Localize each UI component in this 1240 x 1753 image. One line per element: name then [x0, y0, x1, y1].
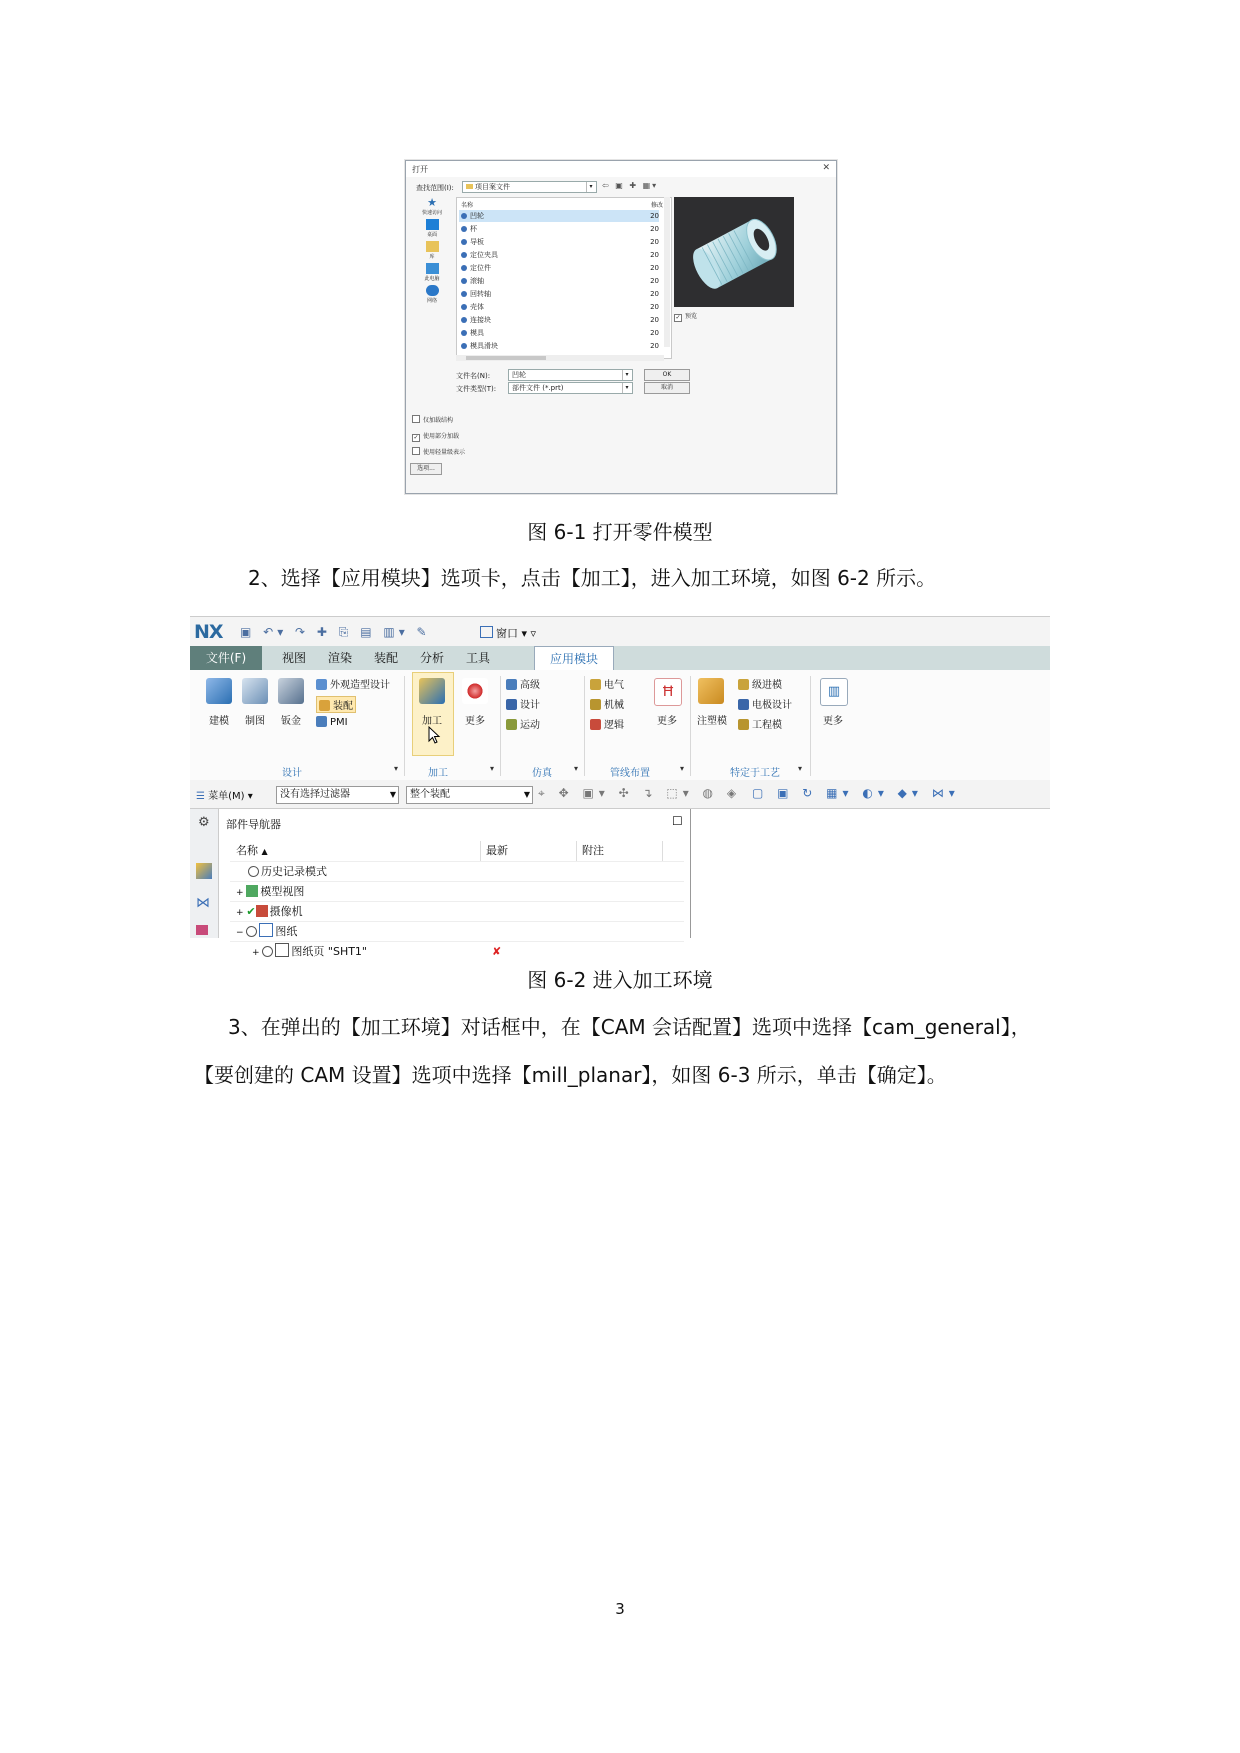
part-navigator-tab-icon[interactable] — [196, 925, 208, 935]
group-design-label: 设计 — [282, 768, 302, 779]
file-row[interactable] — [459, 249, 659, 261]
option-partial-load[interactable] — [412, 431, 459, 442]
filename-value: 凹轮 — [512, 371, 526, 379]
file-date: 20 — [650, 342, 659, 350]
window-menu[interactable] — [480, 625, 536, 641]
tab-analysis[interactable]: 分析 — [419, 651, 444, 665]
part-file-icon — [461, 239, 467, 245]
library-icon — [426, 241, 439, 252]
checkbox-icon — [412, 447, 420, 455]
chevron-down-icon: ▾ — [622, 383, 631, 393]
file-date: 20 — [650, 212, 659, 220]
place-label: 桌面 — [426, 232, 437, 238]
file-name: 连接块 — [470, 316, 491, 324]
model-views-icon — [246, 885, 258, 897]
checkmark-icon: ✔ — [246, 905, 256, 918]
place-label: 库 — [429, 254, 435, 260]
drawing-icon — [259, 923, 273, 937]
option-label: 仅加载结构 — [423, 417, 454, 424]
file-name: 壳体 — [470, 303, 484, 311]
quick-access-toolbar — [190, 616, 1050, 647]
design-sim-icon — [506, 699, 517, 710]
file-date: 20 — [650, 225, 659, 233]
file-date: 20 — [650, 329, 659, 337]
cancel-button[interactable]: 取消 — [644, 382, 690, 394]
modeling-icon[interactable] — [206, 678, 232, 704]
routing-electrical-button[interactable] — [590, 676, 624, 691]
option-lightweight[interactable] — [412, 447, 465, 456]
dialog-title: 打开 — [412, 165, 428, 174]
more-routing-icon[interactable]: Ħ — [654, 678, 682, 706]
assembly-label: 装配 — [333, 701, 353, 712]
sort-asc-icon: ▲ — [261, 847, 268, 856]
checkbox-icon: ✓ — [675, 314, 681, 321]
place-this-pc[interactable] — [412, 263, 452, 282]
tab-file[interactable]: 文件(F) — [190, 646, 262, 670]
file-name: 定位件 — [470, 264, 491, 272]
expand-icon[interactable]: + — [236, 888, 247, 898]
group-separator — [500, 676, 501, 776]
chevron-down-icon: ▼ — [389, 790, 396, 799]
tab-render[interactable]: 渲染 — [327, 651, 352, 665]
electrode-design-label: 电极设计 — [752, 700, 792, 711]
place-label: 网络 — [426, 298, 437, 304]
group-separator — [404, 676, 405, 776]
checkbox-icon: ✓ — [413, 434, 419, 441]
engineering-die-icon — [738, 719, 749, 730]
preview-checkbox[interactable] — [674, 311, 697, 322]
tree-row-label: 摄像机 — [269, 905, 303, 918]
part-file-icon — [461, 317, 467, 323]
sheet-metal-icon[interactable] — [278, 678, 304, 704]
computer-icon — [426, 263, 439, 274]
mouse-cursor-icon — [428, 726, 440, 744]
file-row[interactable] — [459, 262, 659, 274]
electrode-design-button[interactable] — [738, 696, 792, 711]
cylinder-preview-icon — [674, 197, 794, 307]
tree-row-label: 历史记录模式 — [261, 865, 327, 878]
figure-6-1-caption: 图 6-1 打开零件模型 — [527, 520, 713, 544]
sim-design-label: 设计 — [520, 700, 540, 711]
network-icon — [426, 285, 439, 296]
menu-button[interactable] — [196, 787, 253, 802]
sim-design-button[interactable] — [506, 696, 540, 711]
file-name: 导板 — [470, 238, 484, 246]
filetype-label: 文件类型(T): — [456, 385, 497, 393]
file-list-hscrollbar[interactable] — [456, 355, 664, 361]
sim-advanced-button[interactable] — [506, 676, 540, 691]
part-file-icon — [461, 304, 467, 310]
file-name: 回转轴 — [470, 290, 491, 298]
file-date: 20 — [650, 316, 659, 324]
ribbon-tabs — [190, 646, 1050, 670]
routing-mechanical-label: 机械 — [604, 700, 624, 711]
progressive-die-icon — [738, 679, 749, 690]
paragraph-step-3-line-1: 3、在弹出的【加工环境】对话框中，在【CAM 会话配置】选项中选择【cam_general】， — [228, 1015, 1031, 1039]
assembly-icon — [319, 700, 330, 711]
mold-wizard-icon[interactable] — [698, 678, 724, 704]
more-routing-button[interactable]: 更多 — [657, 716, 677, 727]
clock-icon — [262, 946, 273, 957]
group-manufacturing-label: 加工 — [428, 768, 448, 779]
group-routing-label: 管线布置 — [610, 768, 650, 779]
shape-studio-button[interactable] — [316, 676, 390, 691]
constraint-navigator-icon[interactable]: ⋈ — [196, 895, 210, 911]
file-list-header — [461, 200, 661, 209]
file-row[interactable] — [459, 314, 659, 326]
menu-icon: ☰ — [196, 791, 209, 802]
pmi-label: PMI — [330, 717, 348, 728]
col-header-note[interactable]: 附注 — [576, 841, 663, 861]
expand-icon[interactable]: + — [252, 948, 263, 958]
look-in-combo[interactable] — [462, 181, 597, 193]
chevron-down-icon[interactable]: ▾ — [680, 764, 685, 773]
part-file-icon — [461, 252, 467, 258]
tree-row-label: 模型视图 — [260, 885, 305, 898]
option-label: 使用轻量级表示 — [423, 449, 466, 456]
file-name: 凹轮 — [470, 212, 484, 220]
paragraph-step-3-line-2: 【要创建的 CAM 设置】选项中选择【mill_planar】，如图 6-3 所示，单击【确定】。 — [194, 1063, 947, 1087]
more-manufacturing-icon[interactable] — [462, 678, 488, 704]
file-row[interactable] — [459, 327, 659, 339]
tree-row[interactable] — [230, 921, 684, 942]
advanced-sim-icon — [506, 679, 517, 690]
mold-wizard-button[interactable]: 注塑模 — [697, 716, 727, 727]
chevron-down-icon[interactable]: ▾ — [798, 764, 803, 773]
file-date: 20 — [650, 290, 659, 298]
close-icon[interactable]: ✕ — [822, 163, 830, 173]
file-row[interactable] — [459, 223, 659, 235]
part-preview — [674, 197, 794, 307]
tree-row-label: 图纸页 "SHT1" — [291, 945, 367, 958]
chevron-down-icon[interactable]: ▾ — [394, 764, 399, 773]
modeling-button[interactable]: 建模 — [209, 716, 229, 727]
nav-toolbar-icons[interactable]: ⇦ ▣ ✚ ▦▾ — [602, 181, 659, 190]
sim-advanced-label: 高级 — [520, 680, 540, 691]
page-number: 3 — [615, 1600, 625, 1618]
shape-studio-icon — [316, 679, 327, 690]
window-menu-label: 窗口 ▾ ▿ — [496, 627, 537, 640]
menu-label: 菜单(M) ▾ — [208, 791, 253, 802]
file-row[interactable] — [459, 288, 659, 300]
desktop-icon — [426, 219, 439, 230]
quick-access-icons[interactable]: ▣ ↶▾ ↷ ✚ ⎘ ▤ ▥▾ ✎ — [240, 625, 431, 639]
tab-assembly[interactable]: 装配 — [373, 651, 398, 665]
file-date: 20 — [650, 238, 659, 246]
routing-mechanical-button[interactable] — [590, 696, 624, 711]
chevron-down-icon[interactable]: ▾ — [574, 764, 579, 773]
tab-tools[interactable]: 工具 — [465, 651, 490, 665]
place-label: 此电脑 — [424, 276, 440, 282]
col-header-name[interactable] — [230, 841, 481, 861]
place-library[interactable] — [412, 241, 452, 260]
folder-icon — [466, 184, 473, 189]
chevron-down-icon[interactable]: ▾ — [490, 764, 495, 773]
sheet-icon — [275, 943, 289, 957]
place-quick-access[interactable] — [412, 197, 452, 216]
file-date: 20 — [650, 251, 659, 259]
tree-row[interactable] — [230, 881, 684, 902]
assembly-navigator-icon[interactable] — [196, 863, 212, 879]
chevron-down-icon: ▼ — [523, 790, 530, 799]
file-row[interactable] — [459, 236, 659, 248]
pmi-icon — [316, 716, 327, 727]
manufacturing-icon[interactable] — [419, 678, 445, 704]
option-label: 使用部分加载 — [423, 433, 460, 440]
part-file-icon — [461, 343, 467, 349]
file-row[interactable] — [459, 210, 659, 222]
file-name: 杯 — [470, 225, 477, 233]
preview-label: 预览 — [685, 313, 698, 320]
look-in-label: 查找范围(I): — [416, 184, 454, 192]
star-icon: ★ — [427, 196, 437, 209]
figure-6-2-caption: 图 6-2 进入加工环境 — [527, 968, 713, 992]
sim-motion-button[interactable] — [506, 716, 540, 731]
tab-application[interactable]: 应用模块 — [534, 646, 614, 671]
manufacturing-button[interactable]: 加工 — [422, 716, 442, 727]
routing-electrical-label: 电气 — [604, 680, 624, 691]
ribbon — [190, 670, 1050, 781]
part-file-icon — [461, 265, 467, 271]
dialog-titlebar — [406, 161, 836, 177]
motion-icon — [506, 719, 517, 730]
tree-row[interactable] — [230, 861, 684, 882]
paragraph-step-2: 2、选择【应用模块】选项卡，点击【加工】，进入加工环境，如图 6-2 所示。 — [248, 566, 937, 590]
view-tool-icons[interactable]: ▢ ▣ ↻ ▦▾ ◐▾ ◆▾ ⋈▾ — [752, 786, 960, 800]
filter-value: 没有选择过滤器 — [280, 789, 350, 800]
more-apps-icon[interactable]: ▥ — [820, 678, 848, 706]
part-navigator — [190, 809, 691, 958]
part-file-icon — [461, 291, 467, 297]
file-name: 定位夹具 — [470, 251, 498, 259]
file-row[interactable] — [459, 301, 659, 313]
place-desktop[interactable] — [412, 219, 452, 238]
electrical-icon — [590, 679, 601, 690]
pmi-button[interactable] — [316, 716, 348, 728]
checkbox-icon — [412, 415, 420, 423]
file-date: 20 — [650, 303, 659, 311]
window-icon — [480, 626, 493, 638]
file-name: 滚轴 — [470, 277, 484, 285]
electrode-icon — [738, 699, 749, 710]
option-structure-only[interactable] — [412, 415, 453, 424]
part-file-icon — [461, 213, 467, 219]
col-header-latest[interactable]: 最新 — [480, 841, 577, 861]
file-list[interactable] — [456, 197, 672, 359]
selection-filter-select[interactable] — [276, 786, 399, 804]
filetype-value: 部件文件 (*.prt) — [512, 384, 564, 392]
col-name[interactable]: 名称 — [461, 202, 474, 209]
place-network[interactable] — [412, 285, 452, 304]
clock-icon — [248, 866, 259, 877]
filename-label: 文件名(N): — [456, 372, 491, 380]
tree-row-label: 图纸 — [275, 925, 298, 938]
group-separator — [690, 676, 691, 776]
engineering-die-label: 工程模 — [752, 720, 782, 731]
place-label: 快速访问 — [421, 210, 442, 216]
scope-value: 整个装配 — [410, 789, 450, 800]
file-date: 20 — [650, 277, 659, 285]
selection-scope-select[interactable] — [406, 786, 533, 804]
file-date: 20 — [650, 264, 659, 272]
file-list-scrollbar[interactable] — [664, 197, 670, 347]
tree-row[interactable] — [230, 901, 684, 922]
file-row[interactable] — [459, 275, 659, 287]
tree-row[interactable] — [230, 941, 684, 962]
col-name-label: 名称 — [236, 844, 258, 857]
progressive-die-label: 级进模 — [752, 680, 782, 691]
assembly-button[interactable] — [316, 696, 356, 713]
drafting-button[interactable]: 制图 — [245, 716, 265, 727]
progressive-die-button[interactable] — [738, 676, 782, 691]
sheet-metal-button[interactable]: 钣金 — [281, 716, 301, 727]
gear-icon[interactable]: ⚙ — [198, 815, 210, 830]
nx-logo: NX — [194, 621, 223, 643]
clock-icon — [246, 926, 257, 937]
options-button[interactable]: 选项... — [410, 463, 442, 475]
chevron-down-icon: ▾ — [622, 370, 631, 380]
chevron-down-icon: ▾ — [586, 182, 595, 192]
routing-logical-label: 逻辑 — [604, 720, 624, 731]
drafting-icon[interactable] — [242, 678, 268, 704]
out-of-date-icon: ✘ — [492, 945, 502, 958]
collapse-icon[interactable]: − — [236, 928, 247, 938]
scroll-thumb[interactable] — [466, 356, 546, 360]
ok-button[interactable]: OK — [644, 369, 690, 381]
file-name: 模具滑块 — [470, 342, 498, 350]
group-process-label: 特定于工艺 — [730, 768, 780, 779]
camera-icon — [256, 905, 268, 917]
expand-icon[interactable]: + — [236, 908, 247, 918]
open-dialog — [405, 160, 837, 494]
tab-view[interactable]: 视图 — [281, 651, 306, 665]
shape-studio-label: 外观造型设计 — [330, 680, 390, 691]
group-separator — [584, 676, 585, 776]
filename-field[interactable] — [508, 369, 633, 381]
logical-icon — [590, 719, 601, 730]
sim-motion-label: 运动 — [520, 720, 540, 731]
maximize-icon[interactable]: ☐ — [672, 814, 683, 828]
file-name: 模具 — [470, 329, 484, 337]
snap-tool-icons[interactable]: ⌖ ✥ ▣▾ ✣ ↴ ⬚▾ ◍ ◈ — [538, 786, 742, 800]
col-date[interactable]: 修改 — [650, 202, 663, 209]
more-apps-button[interactable]: 更多 — [823, 716, 843, 727]
navigator-title: 部件导航器 — [226, 818, 281, 831]
group-simulation-label: 仿真 — [532, 768, 552, 779]
look-in-value: 项目案文件 — [475, 183, 510, 191]
group-separator — [810, 676, 811, 776]
engineering-die-button[interactable] — [738, 716, 782, 731]
more-manufacturing-button[interactable]: 更多 — [465, 716, 485, 727]
mechanical-icon — [590, 699, 601, 710]
file-row[interactable] — [459, 340, 659, 352]
selection-toolbar — [190, 780, 1050, 809]
part-file-icon — [461, 330, 467, 336]
part-file-icon — [461, 226, 467, 232]
part-file-icon — [461, 278, 467, 284]
nx-window — [190, 616, 1050, 958]
resource-bar — [190, 809, 219, 938]
filetype-select[interactable] — [508, 382, 633, 394]
routing-logical-button[interactable] — [590, 716, 624, 731]
